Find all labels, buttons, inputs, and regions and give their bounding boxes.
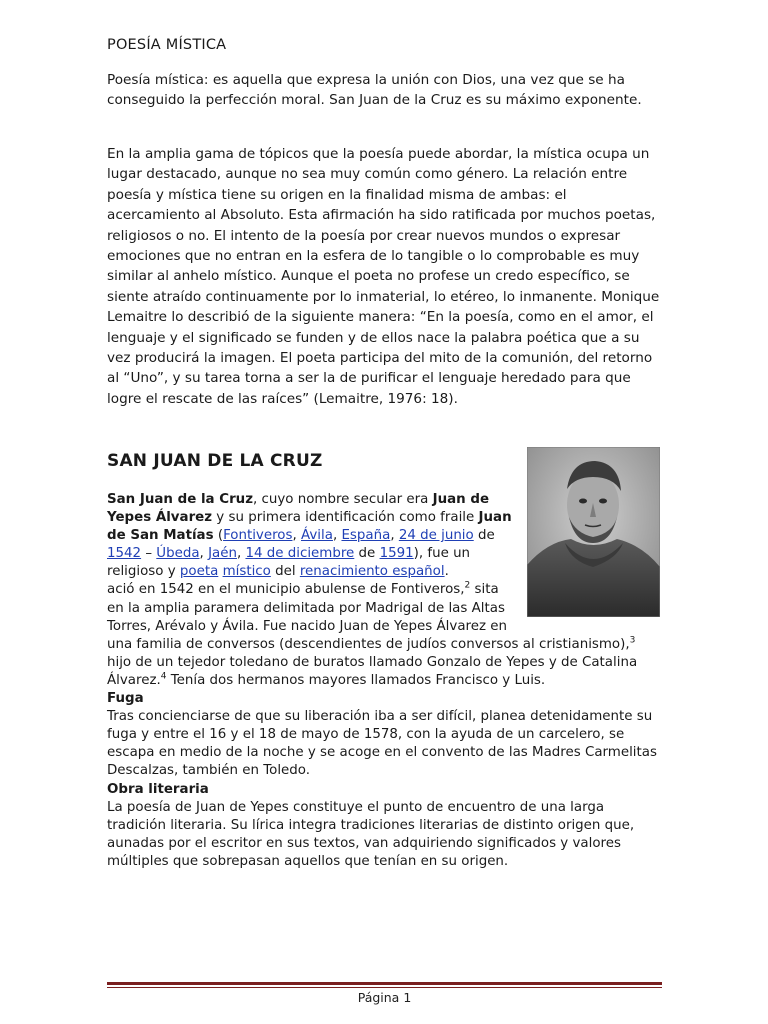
obra-text: La poesía de Juan de Yepes constituye el punto de encuentro de una larga tradición literaria. Su lírica integra tradiciones literarias de distinto origen que, aunadas por el escritor en sus textos, van adquiriendo significados y valores múltiples que sobrepasan aquellos que tenían en su origen.	[107, 799, 635, 869]
bio-text: de	[473, 528, 495, 544]
link-poeta[interactable]: poeta	[179, 564, 219, 580]
link-avila[interactable]: Ávila	[301, 528, 333, 544]
bio-text: ), fue un religioso y	[107, 546, 471, 580]
link-jaen[interactable]: Jaén	[208, 546, 237, 562]
bio-text: ,	[199, 546, 209, 562]
footnote-ref: 3	[629, 635, 636, 646]
link-ubeda[interactable]: Úbeda	[156, 546, 200, 562]
subheading-obra-literaria: Obra literaria	[107, 781, 209, 797]
intro-paragraph: Poesía mística: es aquella que expresa la unión con Dios, una vez que se ha conseguido la perfección moral. San Juan de la Cruz es su máximo exponente.	[107, 72, 642, 109]
bio-text: .	[444, 564, 449, 580]
friar-name: Juan de San Matías	[107, 510, 512, 544]
link-renacimiento-espanol[interactable]: renacimiento español	[299, 564, 445, 580]
subheading-fuga: Fuga	[107, 691, 144, 707]
link-fontiveros[interactable]: Fontiveros	[223, 528, 293, 544]
bio-text: (	[213, 528, 224, 544]
link-mistico[interactable]: místico	[222, 564, 271, 580]
secular-name: Juan de Yepes Álvarez	[107, 492, 490, 526]
link-24-de-junio[interactable]: 24 de junio	[398, 528, 474, 544]
fuga-text: Tras concienciarse de que su liberación iba a ser difícil, planea detenidamente su fuga y entre el 16 y el 18 de mayo de 1578, con la ayuda de un carcelero, se escapa en medio de la noche y se acoge en el convento de las Madres Carmelitas Descalzas, también en Toledo.	[107, 709, 657, 779]
birth-text: ació en 1542 en el municipio abulense de Fontiveros,	[107, 582, 465, 598]
bio-text: ,	[236, 546, 246, 562]
body-paragraph: En la amplia gama de tópicos que la poesía puede abordar, la mística ocupa un lugar destacado, aunque no sea muy común como género. La relación entre poesía y mística tiene su origen en la finalidad misma de ambas: el acercamiento al Absoluto. Esta afirmación ha sido ratificada por muchos poetas, religiosos o no. El intento de la poesía por crear nuevos mundos o expresar emociones que no entran en la esfera de lo tangible o lo comprobable es muy similar al anhelo místico. Aunque el poeta no profese un credo específico, se siente atraído continuamente por lo inmaterial, lo etéreo, lo inmanente. Monique Lemaitre lo describió de la siguiente manera: “En la poesía, como en el amor, el lenguaje y el significado se funden y de ellos nace la palabra poética que a su vez producirá la imagen. El poeta participa del mito de la comunión, del retorno al “Uno”, y su tarea torna a ser la de purificar el lenguaje heredado para que logre el rescate de las raíces” (Lemaitre, 1976: 18).	[107, 146, 660, 407]
link-14-de-diciembre[interactable]: 14 de diciembre	[245, 546, 355, 562]
section-heading: SAN JUAN DE LA CRUZ	[107, 451, 323, 471]
birth-text: hijo de un tejedor toledano de buratos llamado Gonzalo de Yepes y de Catalina Álvarez.	[107, 654, 638, 688]
footer-rule	[107, 987, 662, 988]
bio-text: y su primera identificación como fraile	[212, 510, 479, 526]
footnote-ref: 2	[464, 581, 471, 591]
bio-text: del	[270, 564, 300, 580]
link-1591[interactable]: 1591	[379, 546, 414, 562]
birth-text: sita en la amplia paramera delimitada por Madrigal de las Altas Torres, Arévalo y Ávila. Fue nacido Juan de Yepes Álvarez en una familia de conversos (descendientes de judíos conversos al cristianismo),	[107, 582, 630, 652]
portrait-image	[527, 447, 660, 617]
birth-text: Tenía dos hermanos mayores llamados Francisco y Luis.	[166, 672, 546, 688]
subject-name: San Juan de la Cruz	[107, 492, 253, 507]
page-number: Página 1	[357, 990, 412, 1005]
link-espana[interactable]: España	[341, 528, 391, 544]
biography-block	[107, 491, 662, 871]
bio-text: , cuyo nombre secular era	[253, 492, 433, 507]
bio-text: ,	[332, 528, 342, 544]
link-1542[interactable]: 1542	[107, 546, 142, 562]
page-title: POESÍA MÍSTICA	[107, 37, 227, 53]
bio-text: de	[354, 546, 380, 562]
footnote-ref: 4	[160, 671, 167, 682]
bio-text: ,	[390, 528, 399, 544]
bio-text: ,	[292, 528, 301, 544]
bio-text: –	[141, 546, 157, 562]
footer-rule	[107, 982, 662, 985]
